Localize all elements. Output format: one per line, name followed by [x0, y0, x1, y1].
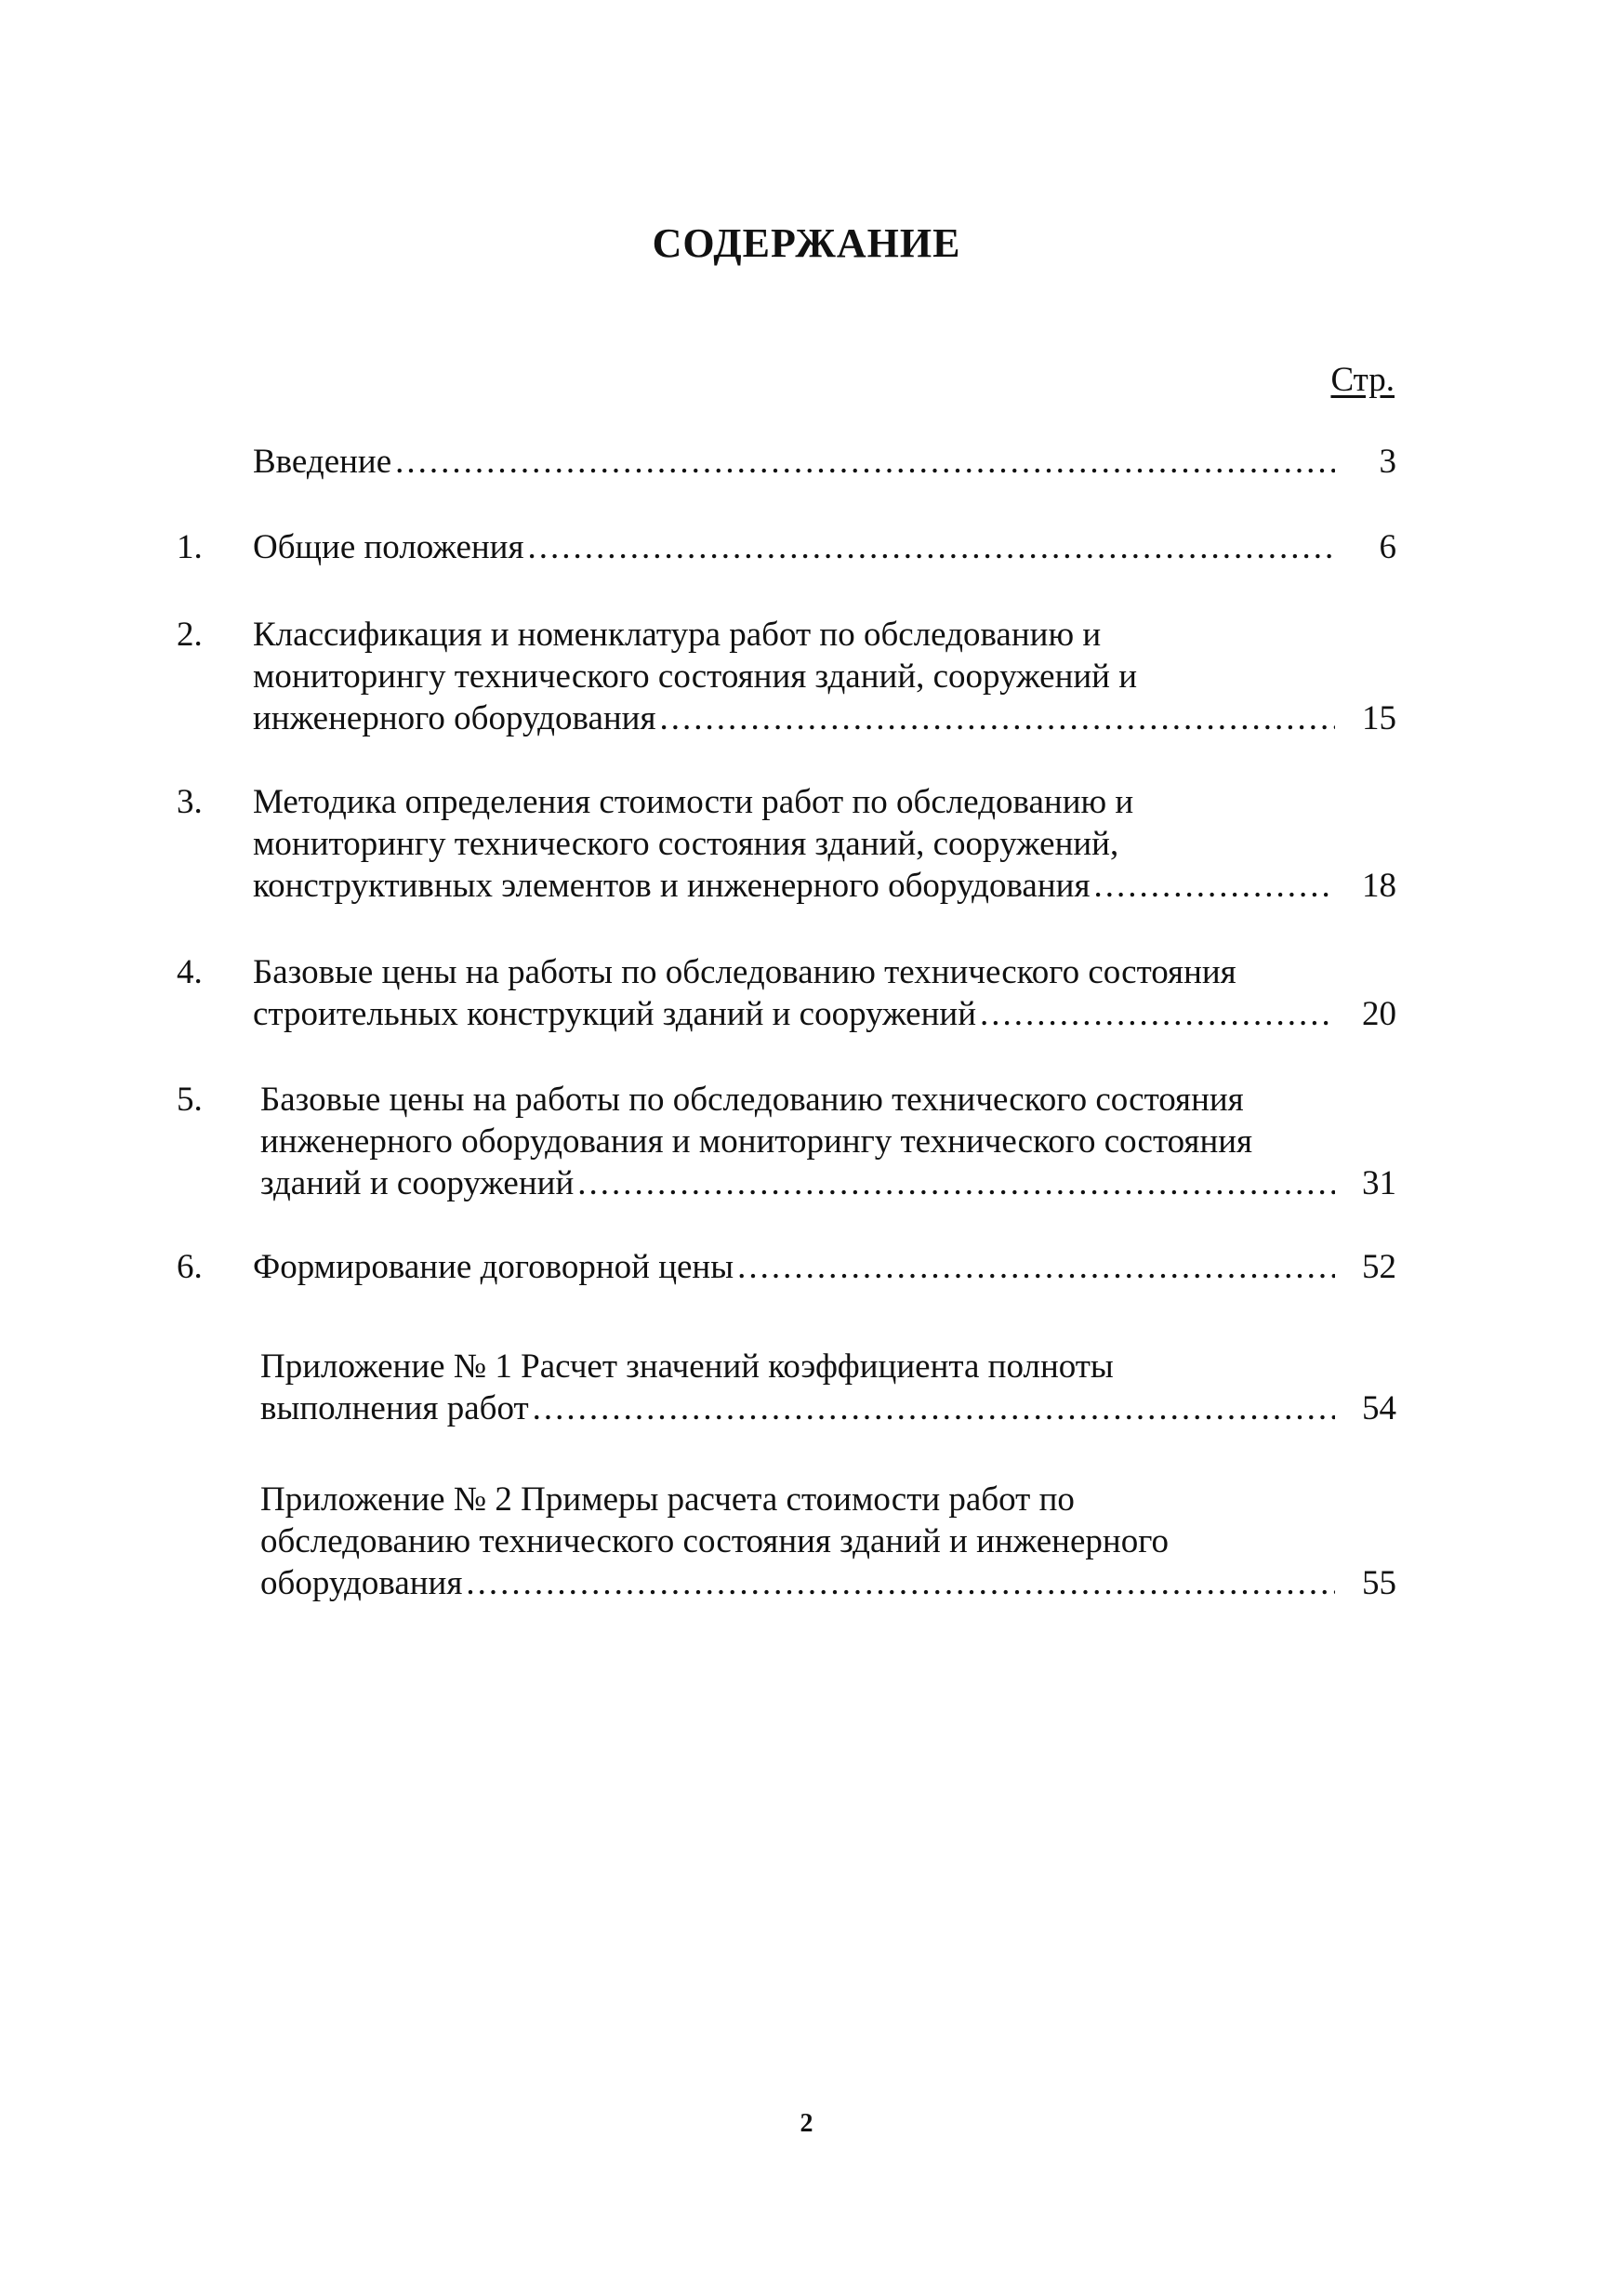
dot-leader — [466, 1562, 1335, 1604]
toc-entry-line: Базовые цены на работы по обследованию технического состояния — [253, 953, 1236, 991]
dot-leader — [737, 1246, 1335, 1288]
page-title: СОДЕРЖАНИЕ — [652, 220, 961, 266]
toc-entry-number: 4. — [177, 953, 203, 991]
toc-entry-page: 18 — [1362, 867, 1396, 905]
toc-entry-number: 5. — [177, 1081, 203, 1119]
toc-entry-line: обследованию технического состояния зданий и инженерного — [260, 1522, 1169, 1560]
toc-entry-page: 31 — [1362, 1164, 1396, 1202]
toc-entry-page: 20 — [1362, 995, 1396, 1033]
dot-leader — [527, 526, 1335, 568]
toc-entry-line: Приложение № 1 Расчет значений коэффициента полноты — [260, 1347, 1114, 1386]
toc-entry-line: оборудования — [260, 1564, 463, 1602]
toc-entry-line: Приложение № 2 Примеры расчета стоимости работ по — [260, 1480, 1075, 1519]
toc-entry-line: зданий и сооружений — [260, 1164, 575, 1202]
toc-entry-line: инженерного оборудования — [253, 699, 656, 737]
toc-entry-line: Базовые цены на работы по обследованию технического состояния — [260, 1081, 1244, 1119]
toc-entry-line: Введение — [253, 443, 392, 481]
toc-entry-line: мониторингу технического состояния зданий, сооружений и — [253, 657, 1138, 696]
toc-entry-line: Классификация и номенклатура работ по обследованию и — [253, 616, 1102, 654]
dot-leader — [660, 697, 1336, 739]
toc-entry-line: конструктивных элементов и инженерного оборудования — [253, 867, 1091, 905]
toc-entry-line: мониторингу технического состояния зданий, сооружений, — [253, 825, 1119, 863]
toc-entry-line: Методика определения стоимости работ по обследованию и — [253, 783, 1134, 821]
toc-entry-page: 3 — [1379, 443, 1396, 481]
dot-leader — [1093, 865, 1335, 907]
toc-entry-page: 52 — [1362, 1248, 1396, 1286]
toc-entry-page: 6 — [1379, 528, 1396, 566]
dot-leader — [577, 1162, 1335, 1204]
toc-entry-page: 55 — [1362, 1564, 1396, 1602]
page-number: 2 — [800, 2109, 813, 2138]
dot-leader — [980, 993, 1335, 1035]
toc-entry-number: 3. — [177, 783, 203, 821]
dot-leader — [533, 1387, 1335, 1429]
toc-entry-number: 2. — [177, 616, 203, 654]
toc-entry-page: 54 — [1362, 1389, 1396, 1427]
toc-entry-number: 1. — [177, 528, 203, 566]
toc-entry-line: Общие положения — [253, 528, 524, 566]
page-column-header: Стр. — [1330, 361, 1395, 399]
toc-entry-line: строительных конструкций зданий и сооружений — [253, 995, 977, 1033]
toc-entry-page: 15 — [1362, 699, 1396, 737]
toc-entry-line: Формирование договорной цены — [253, 1248, 734, 1286]
dot-leader — [395, 441, 1335, 483]
toc-entry-line: выполнения работ — [260, 1389, 529, 1427]
toc-entry-number: 6. — [177, 1248, 203, 1286]
toc-entry-line: инженерного оборудования и мониторингу технического состояния — [260, 1122, 1253, 1161]
